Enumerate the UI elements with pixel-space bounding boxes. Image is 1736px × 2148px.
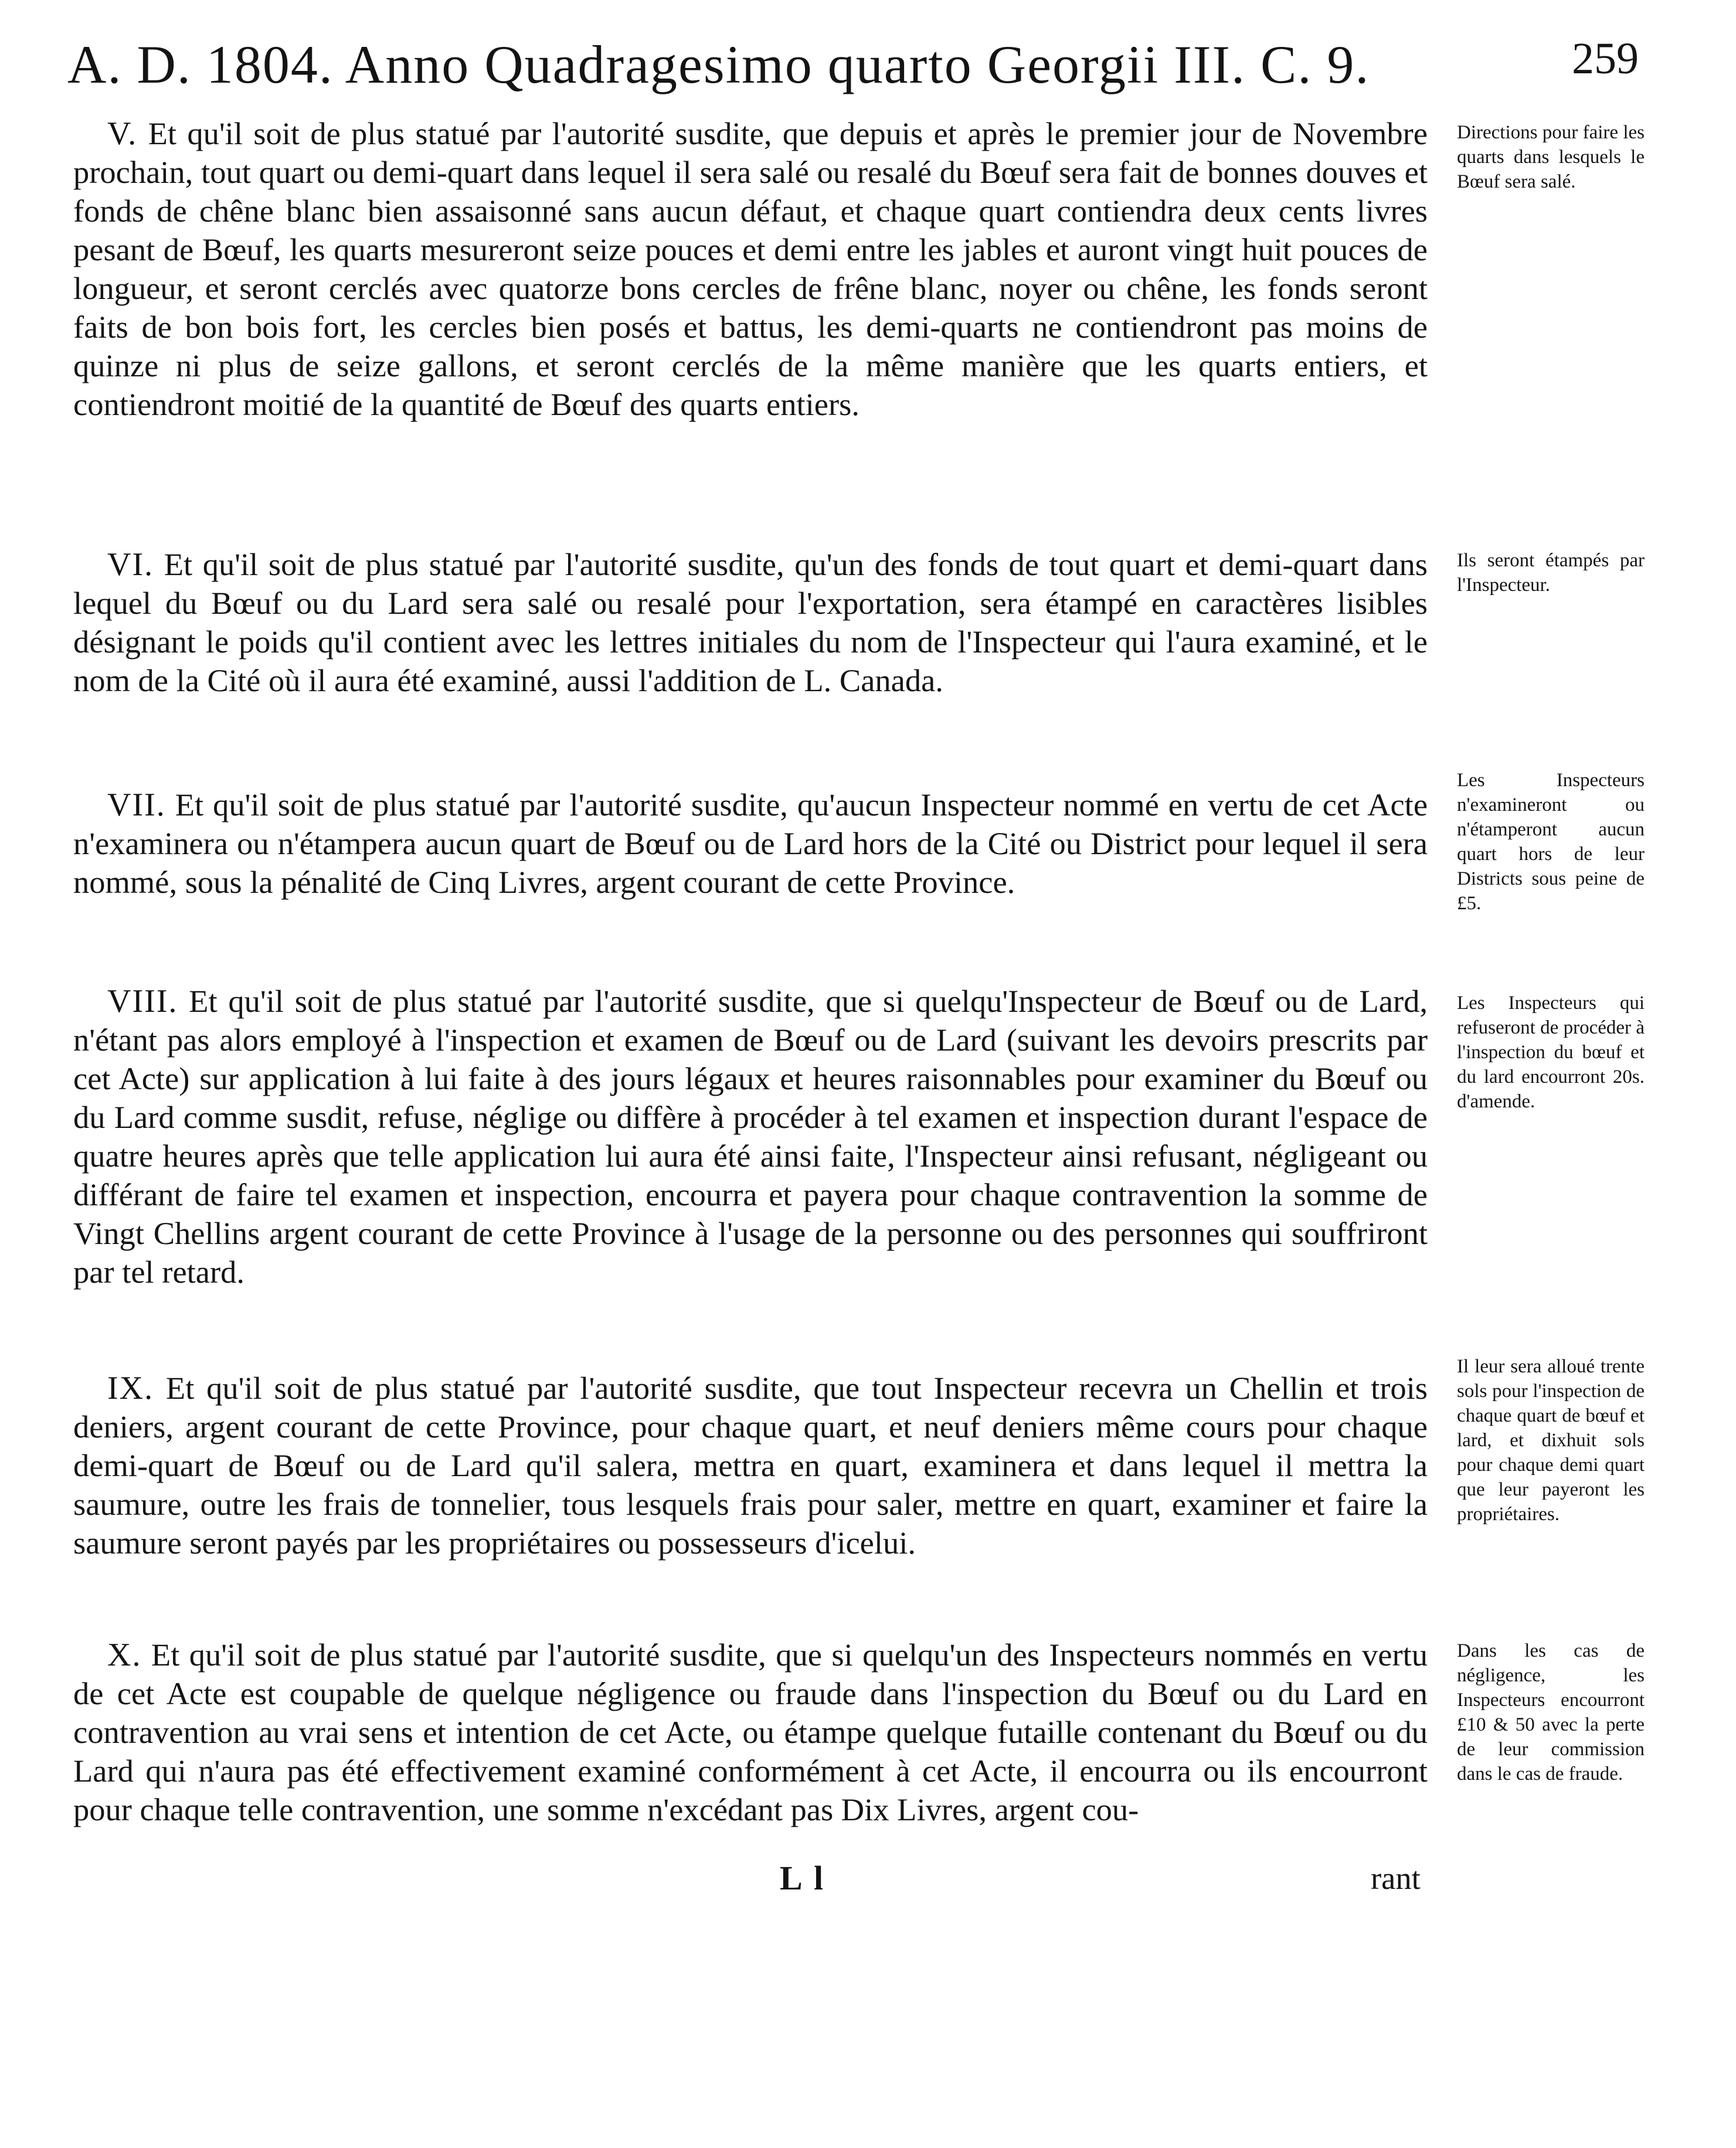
section-number: V. (107, 115, 138, 152)
signature-mark: L l (780, 1859, 826, 1897)
section-number: X. (107, 1637, 142, 1673)
section-vi (73, 545, 1428, 700)
section-text: Et qu'il soit de plus statué par l'autorité susdite, que depuis et après le premier jour de Novembre prochain, tout quart ou demi-quart dans lequel il sera salé ou resalé du Bœuf sera fait de bonnes douves et fonds de chêne blanc bien assaisonné sans aucun défaut, et chaque quart contiendra deux cents livres pesant de Bœuf, les quarts mesureront seize pouces et demi entre les jables et auront vingt huit pouces de longueur, et seront cerclés avec quatorze bons cercles de frêne blanc, noyer ou chêne, les fonds seront faits de bon bois fort, les cercles bien posés et battus, les demi-quarts ne contiendront pas moins de quinze ni plus de seize gallons, et seront cerclés de la même manière que les quarts entiers, et contiendront moitié de la quantité de Bœuf des quarts entiers. (73, 115, 1428, 422)
margin-note-vii: Les Inspecteurs n'examineront ou n'étamperont aucun quart hors de leur Districts sous peine de £5. (1457, 770, 1645, 914)
section-ix (73, 1369, 1428, 1562)
section-text: Et qu'il soit de plus statué par l'autorité susdite, que si quelqu'un des Inspecteurs nommés en vertu de cet Acte est coupable de quelque négligence ou fraude dans l'inspection du Bœuf ou du Lard en contravention au vrai sens et intention de cet Acte, ou étampe quelque futaille contenant du Bœuf ou du Lard qui n'aura pas été effectivement examiné conformément à cet Acte, il encourra ou ils encourront pour chaque telle contravention, une somme n'excédant pas Dix Livres, argent cou- (73, 1637, 1428, 1827)
margin-note-ix: Il leur sera alloué trente sols pour l'inspection de chaque quart de bœuf et lard, et dixhuit sols pour chaque demi quart que leur payeront les propriétaires. (1457, 1356, 1645, 1525)
catchword: rant (1371, 1860, 1421, 1896)
margin-note-x: Dans les cas de négligence, les Inspecteurs encourront £10 & 50 avec la perte de leur commission dans le cas de fraude. (1457, 1640, 1645, 1785)
section-number: VIII. (107, 983, 178, 1019)
section-x (73, 1636, 1428, 1829)
section-text: Et qu'il soit de plus statué par l'autorité susdite, qu'aucun Inspecteur nommé en vertu de cet Acte n'examinera ou n'étampera aucun quart de Bœuf ou de Lard hors de la Cité ou District pour lequel il sera nommé, sous la pénalité de Cinq Livres, argent courant de cette Province. (73, 787, 1428, 900)
margin-note-v: Directions pour faire les quarts dans lesquels le Bœuf sera salé. (1457, 122, 1645, 192)
margin-note-vi: Ils seront étampés par l'Inspecteur. (1457, 550, 1645, 596)
section-text: Et qu'il soit de plus statué par l'autorité susdite, que si quelqu'Inspecteur de Bœuf ou de Lard, n'étant pas alors employé à l'inspection et examen de Bœuf ou de Lard (suivant les devoirs prescrits par cet Acte) sur application à lui faite à des jours légaux et heures raisonnables pour examiner du Bœuf ou du Lard comme susdit, refuse, néglige ou diffère à procéder à tel examen et inspection durant l'espace de quatre heures après que telle application lui aura été ainsi faite, l'Inspecteur ainsi refusant, négligeant ou différant de faire tel examen et inspection, encourra et payera pour chaque contravention la somme de Vingt Chellins argent courant de cette Province à l'usage de la personne ou des personnes qui souffriront par tel retard. (73, 983, 1428, 1290)
section-vii (73, 786, 1428, 902)
section-viii (73, 982, 1428, 1291)
section-text: Et qu'il soit de plus statué par l'autorité susdite, qu'un des fonds de tout quart et demi-quart dans lequel du Bœuf ou du Lard sera salé ou resalé pour l'exportation, sera étampé en caractères lisibles désignant le poids qu'il contient avec les lettres initiales du nom de l'Inspecteur qui l'aura examiné, et le nom de la Cité où il aura été examiné, aussi l'addition de L. Canada. (73, 546, 1428, 698)
section-number: IX. (107, 1370, 154, 1406)
page-header (67, 23, 1639, 106)
running-head: A. D. 1804. Anno Quadragesimo quarto Georgii III. C. 9. (67, 35, 1370, 94)
section-v (73, 114, 1428, 424)
margin-note-viii: Les Inspecteurs qui refuseront de procéder à l'inspection du bœuf et du lard encourront 20s. d'amende. (1457, 993, 1645, 1112)
section-text: Et qu'il soit de plus statué par l'autorité susdite, que tout Inspecteur recevra un Chellin et trois deniers, argent courant de cette Province, pour chaque quart, et neuf deniers même cours pour chaque demi-quart de Bœuf ou de Lard qu'il salera, mettra en quart, examinera et dans lequel il mettra la saumure, outre les frais de tonnelier, tous lesquels frais pour saler, mettre en quart, examiner et faire la saumure seront payés par les propriétaires ou possesseurs d'icelui. (73, 1370, 1428, 1561)
page-number: 259 (1572, 34, 1639, 83)
section-number: VI. (107, 546, 154, 583)
section-number: VII. (107, 787, 166, 823)
